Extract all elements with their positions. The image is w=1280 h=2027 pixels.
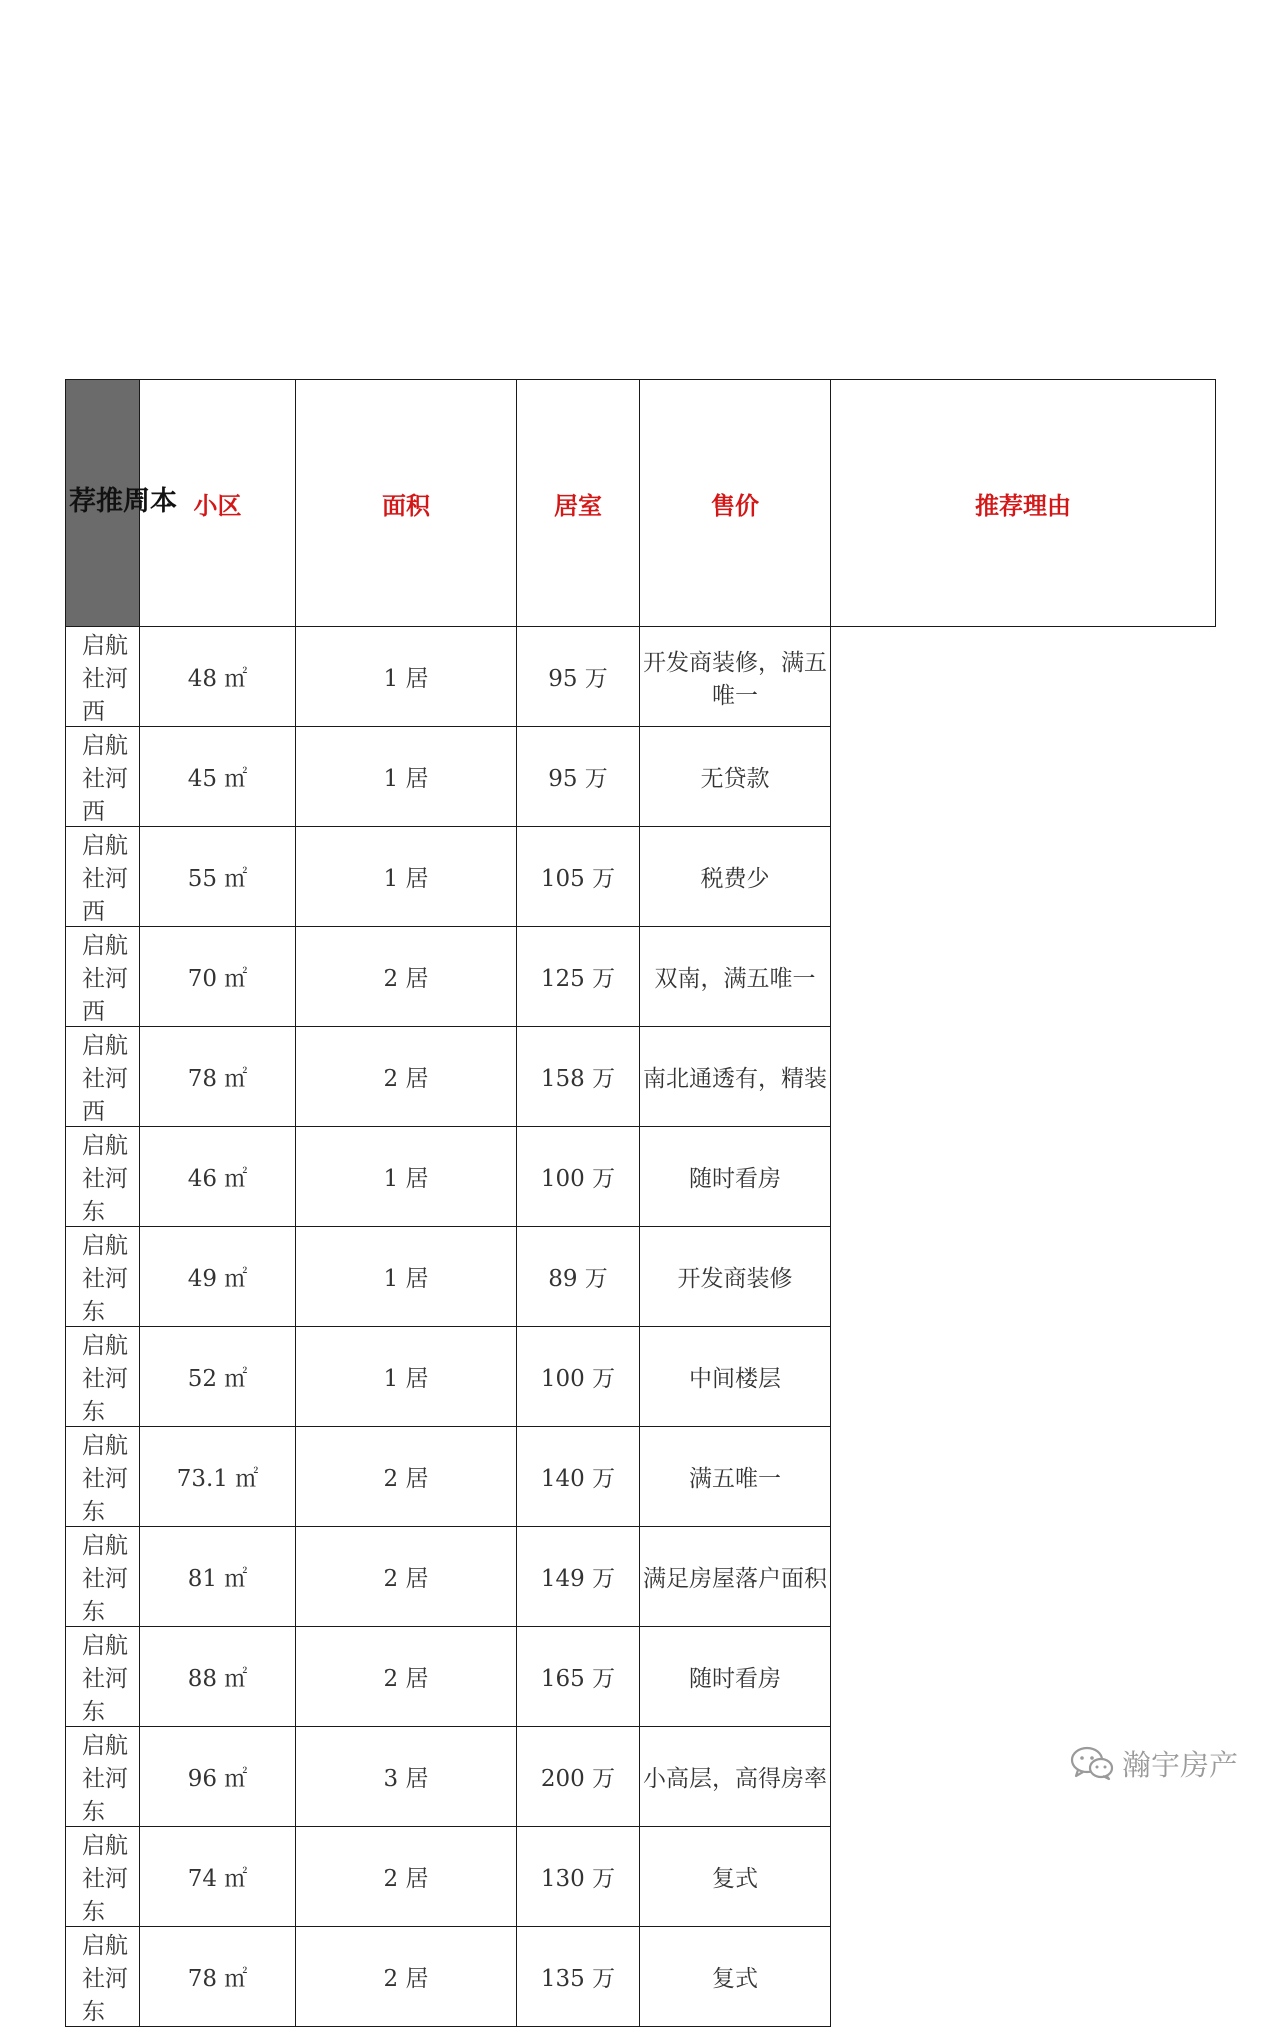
cell-community: 启航社河东 [66, 1527, 140, 1627]
cell-rooms: 1 居 [296, 1127, 517, 1227]
cell-price: 165 万 [517, 1627, 640, 1727]
cell-reason: 小高层，高得房率 [640, 1727, 831, 1827]
cell-rooms: 2 居 [296, 1527, 517, 1627]
cell-reason: 随时看房 [640, 1627, 831, 1727]
table-row [66, 1927, 1216, 2027]
cell-reason: 税费少 [640, 827, 831, 927]
cell-rooms: 2 居 [296, 1027, 517, 1127]
cell-community: 启航社河东 [66, 1827, 140, 1927]
cell-community: 启航社河西 [66, 727, 140, 827]
cell-area: 48 ㎡ [140, 627, 296, 727]
cell-reason: 复式 [640, 1827, 831, 1927]
cell-reason: 无贷款 [640, 727, 831, 827]
cell-community: 启航社河东 [66, 1627, 140, 1727]
wechat-icon [1070, 1745, 1114, 1781]
cell-price: 105 万 [517, 827, 640, 927]
cell-price: 200 万 [517, 1727, 640, 1827]
table-row [66, 1127, 1216, 1227]
cell-reason: 满五唯一 [640, 1427, 831, 1527]
cell-community: 启航社河东 [66, 1727, 140, 1827]
watermark-text: 瀚宇房产 [1121, 1747, 1238, 1782]
cell-area: 55 ㎡ [140, 827, 296, 927]
cell-community: 启航社河西 [66, 927, 140, 1027]
cell-area: 45 ㎡ [140, 727, 296, 827]
table-body [66, 627, 1216, 2027]
cell-price: 100 万 [517, 1327, 640, 1427]
cell-reason: 双南，满五唯一 [640, 927, 831, 1027]
cell-reason: 随时看房 [640, 1127, 831, 1227]
cell-community: 启航社河东 [66, 1127, 140, 1227]
cell-community: 启航社河东 [66, 1227, 140, 1327]
cell-rooms: 3 居 [296, 1727, 517, 1827]
cell-reason: 南北通透有，精装 [640, 1027, 831, 1127]
cell-price: 158 万 [517, 1027, 640, 1127]
header-community: 小区 [140, 380, 296, 627]
table-row [66, 1527, 1216, 1627]
header-reason: 推荐理由 [831, 380, 1216, 627]
cell-area: 78 ㎡ [140, 1927, 296, 2027]
cell-area: 81 ㎡ [140, 1527, 296, 1627]
cell-reason: 满足房屋落户面积 [640, 1527, 831, 1627]
cell-area: 88 ㎡ [140, 1627, 296, 1727]
header-row [66, 380, 1216, 627]
cell-community: 启航社河西 [66, 827, 140, 927]
cell-price: 140 万 [517, 1427, 640, 1527]
header-rooms: 居室 [517, 380, 640, 627]
cell-area: 73.1 ㎡ [140, 1427, 296, 1527]
table-row [66, 1827, 1216, 1927]
table-row [66, 1627, 1216, 1727]
cell-rooms: 1 居 [296, 1327, 517, 1427]
cell-price: 100 万 [517, 1127, 640, 1227]
cell-area: 49 ㎡ [140, 1227, 296, 1327]
watermark [1070, 1741, 1238, 1785]
cell-rooms: 1 居 [296, 827, 517, 927]
table-row [66, 727, 1216, 827]
cell-area: 52 ㎡ [140, 1327, 296, 1427]
cell-price: 95 万 [517, 627, 640, 727]
cell-area: 78 ㎡ [140, 1027, 296, 1127]
table-row [66, 1227, 1216, 1327]
cell-community: 启航社河西 [66, 1027, 140, 1127]
cell-rooms: 1 居 [296, 727, 517, 827]
cell-community: 启航社河西 [66, 627, 140, 727]
cell-area: 96 ㎡ [140, 1727, 296, 1827]
cell-area: 46 ㎡ [140, 1127, 296, 1227]
side-label-cell [64, 380, 176, 627]
table-row [66, 927, 1216, 1027]
cell-price: 130 万 [517, 1827, 640, 1927]
header-price: 售价 [640, 380, 831, 627]
cell-rooms: 2 居 [296, 1427, 517, 1527]
cell-price: 89 万 [517, 1227, 640, 1327]
table-row [66, 627, 1216, 727]
table-row [66, 1027, 1216, 1127]
cell-community: 启航社河东 [66, 1927, 140, 2027]
side-label: 本周推荐 [64, 486, 176, 619]
cell-community: 启航社河东 [66, 1327, 140, 1427]
table-row [66, 827, 1216, 927]
cell-rooms: 2 居 [296, 1927, 517, 2027]
cell-rooms: 2 居 [296, 1827, 517, 1927]
cell-rooms: 1 居 [296, 627, 517, 727]
cell-community: 启航社河东 [66, 1427, 140, 1527]
cell-area: 70 ㎡ [140, 927, 296, 1027]
table-row [66, 1727, 1216, 1827]
listings-table [65, 379, 1216, 2027]
table-row [66, 1427, 1216, 1527]
cell-reason: 中间楼层 [640, 1327, 831, 1427]
cell-rooms: 2 居 [296, 927, 517, 1027]
header-area: 面积 [296, 380, 517, 627]
cell-reason: 开发商装修 [640, 1227, 831, 1327]
cell-area: 74 ㎡ [140, 1827, 296, 1927]
cell-reason: 复式 [640, 1927, 831, 2027]
cell-price: 135 万 [517, 1927, 640, 2027]
cell-price: 95 万 [517, 727, 640, 827]
table-row [66, 1327, 1216, 1427]
cell-price: 125 万 [517, 927, 640, 1027]
cell-price: 149 万 [517, 1527, 640, 1627]
cell-rooms: 1 居 [296, 1227, 517, 1327]
cell-rooms: 2 居 [296, 1627, 517, 1727]
cell-reason: 开发商装修，满五唯一 [640, 627, 831, 727]
